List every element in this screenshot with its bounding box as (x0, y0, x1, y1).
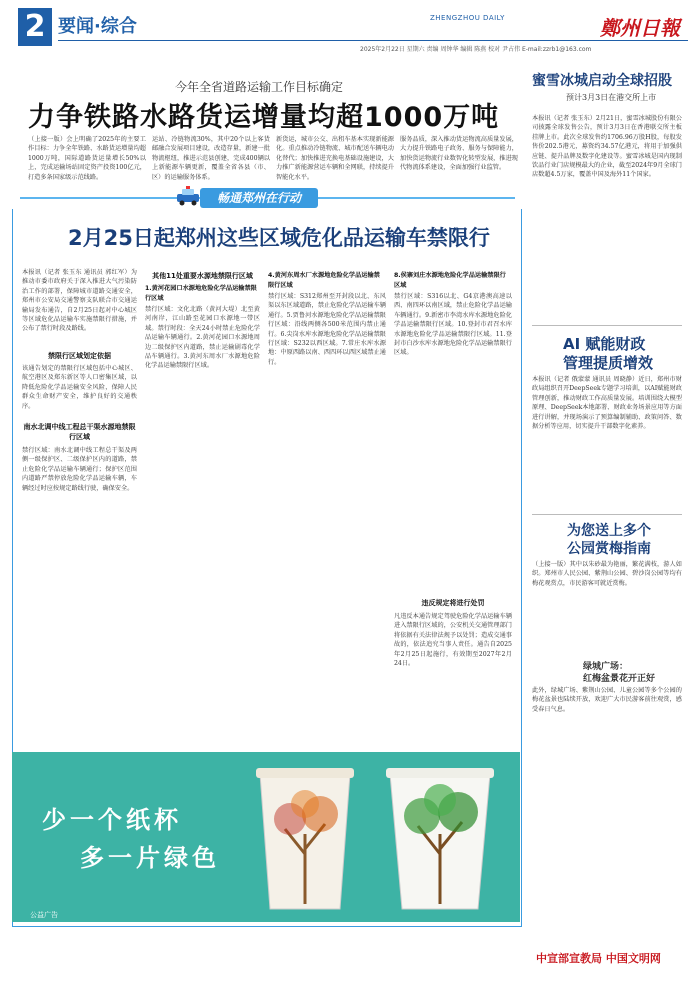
right-article-1-title: 蜜雪冰城启动全球招股 (532, 73, 672, 89)
newspaper-logo: 鄭州日報 (600, 16, 680, 40)
right-divider-1 (532, 325, 682, 326)
feature-title: 2月25日起郑州这些区域危化品运输车禁限行 (68, 226, 490, 250)
right-article-2-title-line2: 管理提质增效 (563, 354, 654, 372)
feature-subhead-6: 违反规定将进行处罚 (421, 599, 485, 607)
feature-subhead-2: 南水北调中线工程总干渠水源地禁限行区域 (23, 423, 136, 441)
newspaper-en-name: ZHENGZHOU DAILY (430, 14, 505, 22)
issue-meta: 2025年2月22日 星期六 责编 周钟华 编辑 陈燕 校对 尹占伟 E-mail:zzrb1@163.com (360, 46, 592, 53)
feature-subhead-1: 禁限行区域划定依据 (48, 352, 111, 360)
right-article-2-title-line1: AI 赋能财政 (563, 335, 646, 353)
feature-text-6: 凡违反本通告规定驾驶危险化学品运输车辆进入禁限行区域的，公安机关交通管理部门将依据有关法律法规予以处罚；造成交通事故的，依法追究当事人责任。通告自2025年2月25日起施行，有效期至2027年2月24日。 (394, 613, 512, 668)
paper-cup-tree-icon (250, 764, 360, 914)
main-article-title: 力争铁路水路货运增量均超1000万吨 (28, 102, 500, 133)
feature-subhead-4: 4.黄河东周水厂水源地危险化学品运输禁限行区域 (268, 272, 380, 289)
page-number: 2 (18, 8, 52, 46)
right-article-3-text-2: 此外，绿城广场、紫荆山公园、儿童公园等多个公园的梅花盆景也陆续开放，欢迎广大市民游客前往观赏，感受春日气息。 (532, 687, 682, 713)
right-divider-2 (532, 514, 682, 515)
main-article-col4: 服务品质，深入推动货运物流高质量发展，大力提升铁路电子政务、服务与保障能力，加快货运物流行业数智化转型发展，推进现代物流体系建设，全面加强行业监管。 (400, 136, 518, 172)
main-article-col1: （上接一版）会上明确了2025年的主要工作目标：力争全年铁路、水路货运增量均超1000万吨，国际道路货运量增长50%以上，完成运输场站固定资产投资100亿元，打造多条国家级示范线路。 (28, 136, 146, 181)
feature-text-4: 禁行区域：S312郑州至开封段以北、东风渠以东区域道路，禁止危险化学品运输车辆通行。5.贾鲁河水源地危险化学品运输禁限行区域：沿线两侧各500米范围内禁止通行。6.尖岗水库水源地危险化学品运输禁限行区域：S232以西区域。7.常庄水库水源地：中原西路以南、西四环以西区域禁止通行。 (268, 293, 386, 366)
footer-credit: 中宣部宣教局 中国文明网 (536, 952, 661, 965)
feature-subhead-3a: 1.黄河花园口水源地危险化学品运输禁限行区域 (145, 285, 257, 302)
feature-text-3: 禁行区域：文化北路（黄河大堤）北至黄河南岸，江山路至花园口水源地一带区域。禁行时段：全天24小时禁止危险化学品运输车辆通行。2.黄河花园口水源地周边二级保护区内道路，禁止运输剧毒化学品车辆通行。3.黄河东周水厂水源地危险化学品运输禁限行区域。 (145, 306, 260, 370)
right-article-3-subhead-2: 红梅盆景花开正好 (583, 674, 656, 684)
feature-subhead-5: 8.侯寨刘庄水源地危险化学品运输禁限行区域 (394, 272, 506, 289)
right-article-3-subhead-1: 绿城广场： (583, 662, 629, 672)
right-article-2-text: 本报讯（记者 俄蒙蒙 通讯员 周晓静）近日，郑州市财政局组织召开DeepSeek专题学习培训，以AI赋能财政管理创新，推动财政工作高质量发展。培训围绕大模型原理、DeepSeek本地部署、财政业务场景应用等方面进行讲解，并现场演示了预算编制辅助、政策问答、数据分析等应用，切实提升干部数字化素养。 (532, 376, 682, 431)
police-car-icon (175, 186, 201, 206)
feature-subhead-3: 其他11处重要水源地禁限行区域 (152, 272, 253, 280)
ad-footer-label: 公益广告 (30, 911, 58, 919)
header-divider (58, 40, 688, 41)
right-article-3-title-line2: 公园赏梅指南 (567, 541, 651, 557)
main-article-col3: 新货运，城市公交、出租车基本实现新能源化。重点推动冷链物流、城市配送车辆电动化替代；加快推进充换电基础设施建设，大力推广新能源营运车辆和全网联，持续提升智能化水平。 (276, 136, 394, 181)
feature-text-1: 该通告划定的禁限行区域包括中心城区、航空港区及郑东新区等人口密集区域，以降低危险化学品运输安全风险，保障人民群众生命财产安全，维护良好的交通秩序。 (22, 365, 137, 410)
right-article-3-title-line1: 为您送上多个 (567, 523, 651, 539)
right-article-3-text: （上接一版）其中以朱砂最为艳丽，繁花满枝，游人如织。郑州市人民公园、紫荆山公园、碧沙岗公园等均有梅花观赏点，市民游客可就近赏梅。 (532, 561, 682, 587)
right-article-1-text: 本报讯（记者 张玉东）2月21日，蜜雪冰城股份有限公司披露全球发售公告，预计3月3日在香港联交所主板挂牌上市。此次全球发售约1706.96万股H股，每股发售价202.5港元，募资约34.57亿港元，将用于加强供应链、提升品牌及数字化建设等。蜜雪冰城是国内现制饮品行业门店规模最大的企业，截至2024年9月全球门店数超4.5万家，覆盖中国及海外11个国家。 (532, 115, 682, 179)
feature-label: 畅通郑州在行动 (200, 188, 318, 208)
feature-text-5: 禁行区域：S316以北、G4京港澳高速以西、南四环以南区域，禁止危险化学品运输车辆通行。9.新密市李湾水库水源地危险化学品运输禁限行区域。10.登封市君召水库水源地危险化学品运输禁限行区域。11.登封市白沙水库水源地危险化学品运输禁限行区域。 (394, 293, 512, 357)
main-article-col2: 运站、冷链物流30%，其中20个以上客货邮融合发展项目建设，改造存量，新建一批物流枢纽，推进示范县创建，完成400辆以上新能源车辆更新，覆盖全省各县（市、区）的运输服务体系。 (152, 136, 270, 181)
ad-slogan-line2: 多一片绿色 (80, 844, 220, 872)
main-article-subtitle: 今年全省道路运输工作目标确定 (175, 80, 344, 94)
feature-lead: 本报讯（记者 张玉东 通讯员 郭红军）为推动市委市政府关于深入推进大气污染防治工作的部署，保障城市道路交通安全，郑州市公安局交通警察支队联合市交通运输局发布通告，自2月25日起对中心城区等区域危化品运输车实施禁限行措施，并公布了禁行时段及路线。 (22, 269, 137, 333)
right-article-1-subtitle: 预计3月3日在港交所上市 (566, 93, 657, 102)
feature-text-2: 禁行区域：南水北调中线工程总干渠及两侧一级保护区、二级保护区内的道路，禁止危险化学品运输车辆通行；保护区范围内道路严禁停放危险化学品运输车辆，车辆经过时应按规定路线行驶，确保安全。 (22, 447, 137, 492)
section-title: 要闻·综合 (58, 16, 137, 37)
paper-cup-green-tree-icon (380, 764, 500, 914)
ad-slogan-line1: 少一个纸杯 (42, 806, 182, 834)
